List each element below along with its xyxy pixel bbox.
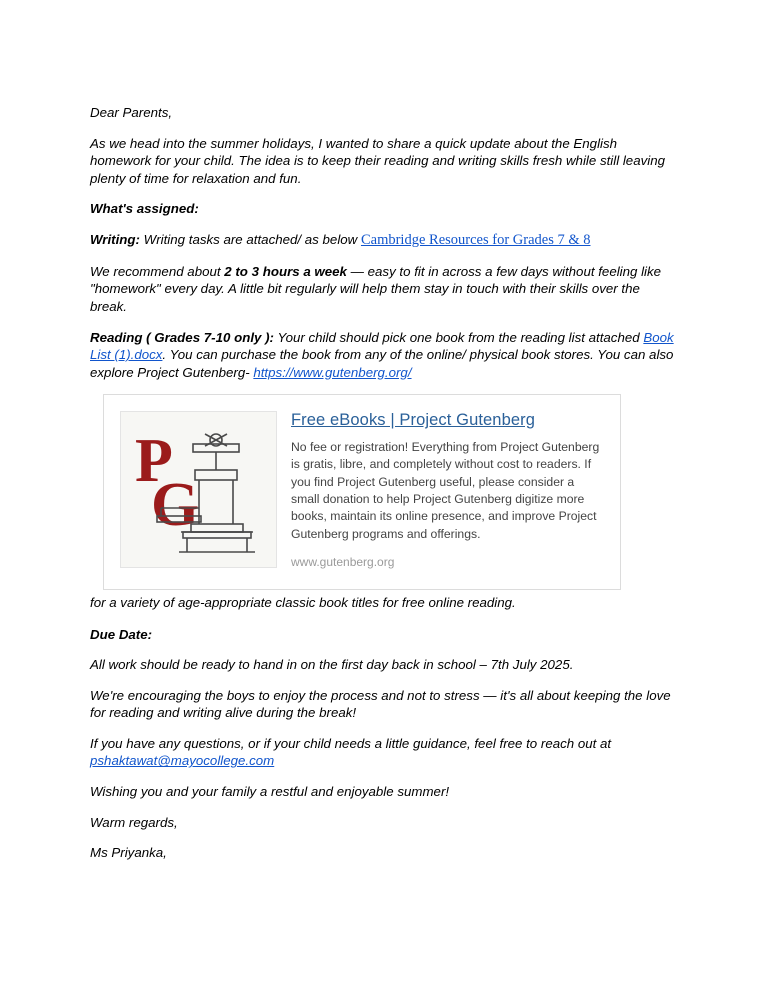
reading-text-1: Your child should pick one book from the reading list attached [273, 329, 644, 345]
card-caption: for a variety of age-appropriate classic book titles for free online reading. [90, 595, 516, 611]
cambridge-resources-link[interactable]: Cambridge Resources for Grades 7 & 8 [360, 231, 591, 248]
wishing-paragraph: Wishing you and your family a restful and enjoyable summer! [90, 783, 450, 799]
logo-letter-p: P [135, 427, 173, 496]
regards: Warm regards, [90, 814, 178, 830]
writing-label: Writing: [90, 231, 140, 247]
intro-paragraph: As we head into the summer holidays, I wanted to share a quick update about the English homework for your child. The idea is to keep their reading and writing skills fresh while still leaving plenty of time for relaxation and fun. [90, 135, 665, 186]
gutenberg-url-link[interactable]: https://www.gutenberg.org/ [253, 364, 412, 380]
document-body [90, 104, 678, 875]
reading-label: Reading ( Grades 7-10 only ): [90, 329, 274, 345]
writing-text: Writing tasks are attached/ as below [139, 231, 361, 247]
encouraging-paragraph: We're encouraging the boys to enjoy the process and not to stress — it's all about keeping the love for reading and writing alive during the break! [90, 687, 671, 721]
logo-letter-g: G [151, 471, 200, 540]
assigned-heading: What's assigned: [90, 201, 199, 217]
reading-paragraph [90, 329, 678, 382]
card-description: No fee or registration! Everything from Project Gutenberg is gratis, libre, and completely without cost to readers. If you find Project Gutenberg useful, please consider a small donation to help Project Gutenberg digitize more books, maintain its online presence, and improve Project Gutenberg programs and offerings. [291, 440, 600, 541]
card-url: www.gutenberg.org [291, 555, 395, 570]
card-body [277, 395, 620, 569]
recommend-hours: 2 to 3 hours a week [224, 263, 347, 279]
book-list-link[interactable]: Book List (1).docx [90, 329, 674, 363]
link-preview-card[interactable] [103, 394, 621, 590]
salutation: Dear Parents, [90, 105, 173, 120]
recommend-post: — easy to fit in across a few days without feeling like "homework" every day. A little bit regularly will help them stay in touch with their skills over the break. [90, 263, 662, 314]
questions-text: If you have any questions, or if your child needs a little guidance, feel free to reach out at [90, 735, 612, 751]
writing-paragraph [90, 231, 678, 250]
printing-press-icon [121, 412, 276, 567]
due-date-heading: Due Date: [90, 626, 153, 642]
card-title-link[interactable]: Free eBooks | Project Gutenberg [291, 411, 536, 430]
email-link[interactable]: pshaktawat@mayocollege.com [90, 753, 275, 769]
project-gutenberg-logo-icon [120, 411, 277, 568]
questions-paragraph [90, 735, 678, 770]
reading-text-2: . You can purchase the book from any of the online/ physical book stores. You can also explore Project Gutenberg- [90, 347, 674, 380]
recommend-pre: We recommend about [90, 263, 225, 279]
due-date-text: All work should be ready to hand in on the first day back in school – 7th July 2025. [90, 657, 574, 673]
recommend-paragraph [90, 263, 678, 316]
signature: Ms Priyanka, [90, 845, 167, 861]
